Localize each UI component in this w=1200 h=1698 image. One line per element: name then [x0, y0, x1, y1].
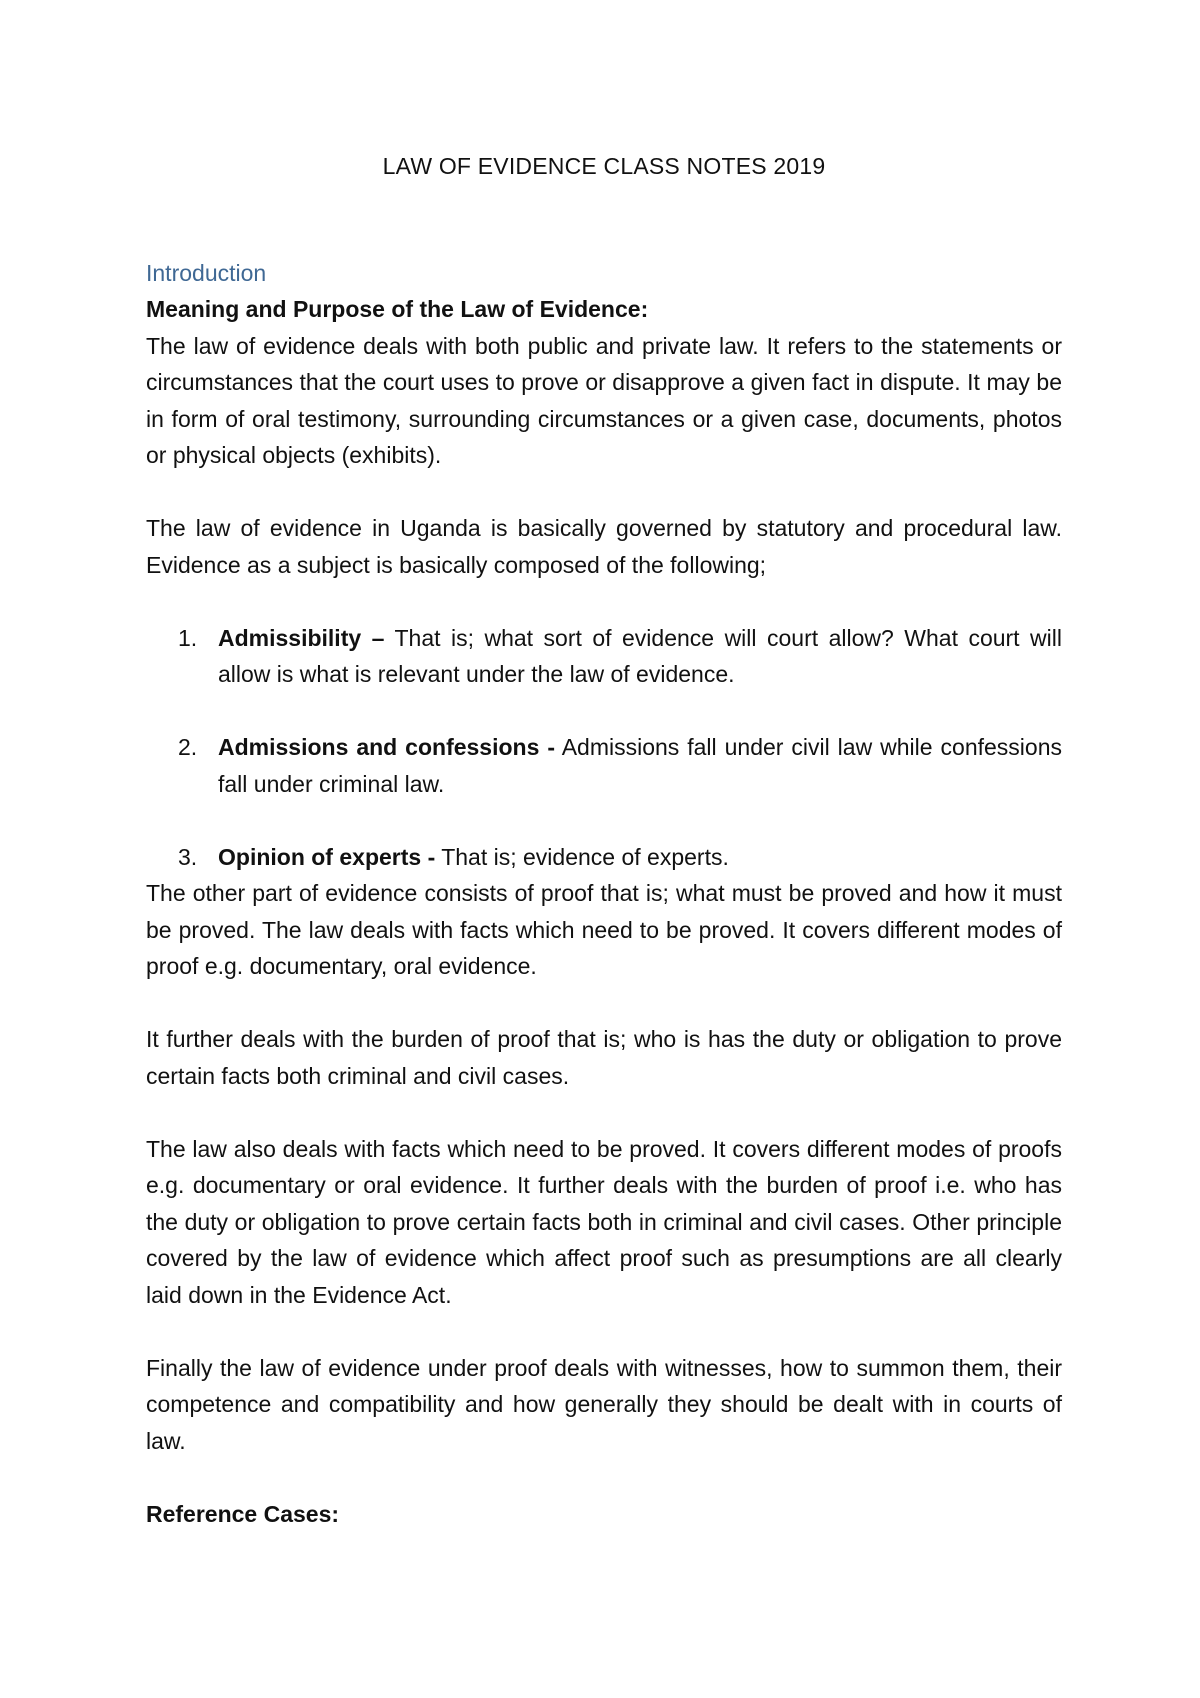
list-item-text: That is; what sort of evidence will court allow? What court will allow is what is relevant under the law of evidence. — [218, 624, 1062, 687]
paragraph-definition: The law of evidence deals with both public and private law. It refers to the statements or circumstances that the court uses to prove or disapprove a given fact in dispute. It may be in form of oral testimony, surrounding circumstances or a given case, documents, photos or physical objects (exhibits). — [146, 332, 1062, 468]
section-heading-introduction: Introduction — [146, 259, 267, 286]
paragraph-governance: The law of evidence in Uganda is basically governed by statutory and procedural law. Evidence as a subject is basically composed of the following; — [146, 515, 1062, 578]
components-list — [146, 620, 1062, 876]
list-item-text: Admissions fall under civil law while confessions fall under criminal law. — [218, 734, 1062, 797]
list-item-number: 1. — [178, 624, 198, 651]
list-item-number: 2. — [178, 734, 198, 760]
paragraph-proof: The other part of evidence consists of proof that is; what must be proved and how it must be proved. The law deals with facts which need to be proved. It covers different modes of proof e.g. documentary, oral evidence. — [146, 880, 1062, 979]
list-item-term: Admissibility – — [218, 624, 385, 651]
list-item-number: 3. — [178, 843, 198, 870]
document-title: LAW OF EVIDENCE CLASS NOTES 2019 — [382, 153, 826, 179]
document-body — [146, 148, 1062, 1532]
list-item-term: Admissions and confessions - — [218, 734, 555, 760]
list-item-term: Opinion of experts - — [218, 843, 436, 870]
reference-cases-heading: Reference Cases: — [146, 1500, 340, 1527]
list-item — [146, 729, 1062, 802]
list-item — [146, 620, 1062, 693]
subheading-meaning-and-purpose: Meaning and Purpose of the Law of Evidence: — [146, 296, 649, 322]
list-item — [146, 839, 1062, 876]
paragraph-burden-of-proof: It further deals with the burden of proof that is; who is has the duty or obligation to prove certain facts both criminal and civil cases. — [146, 1026, 1062, 1089]
list-item-text: That is; evidence of experts. — [435, 843, 729, 870]
paragraph-witnesses: Finally the law of evidence under proof deals with witnesses, how to summon them, their competence and compatibility and how generally they should be dealt with in courts of law. — [146, 1354, 1062, 1454]
paragraph-modes-of-proof: The law also deals with facts which need to be proved. It covers different modes of proofs e.g. documentary or oral evidence. It further deals with the burden of proof i.e. who has the duty or obligation to prove certain facts both in criminal and civil cases. Other principle covered by the law of evidence which affect proof such as presumptions are all clearly laid down in the Evidence Act. — [146, 1135, 1062, 1308]
